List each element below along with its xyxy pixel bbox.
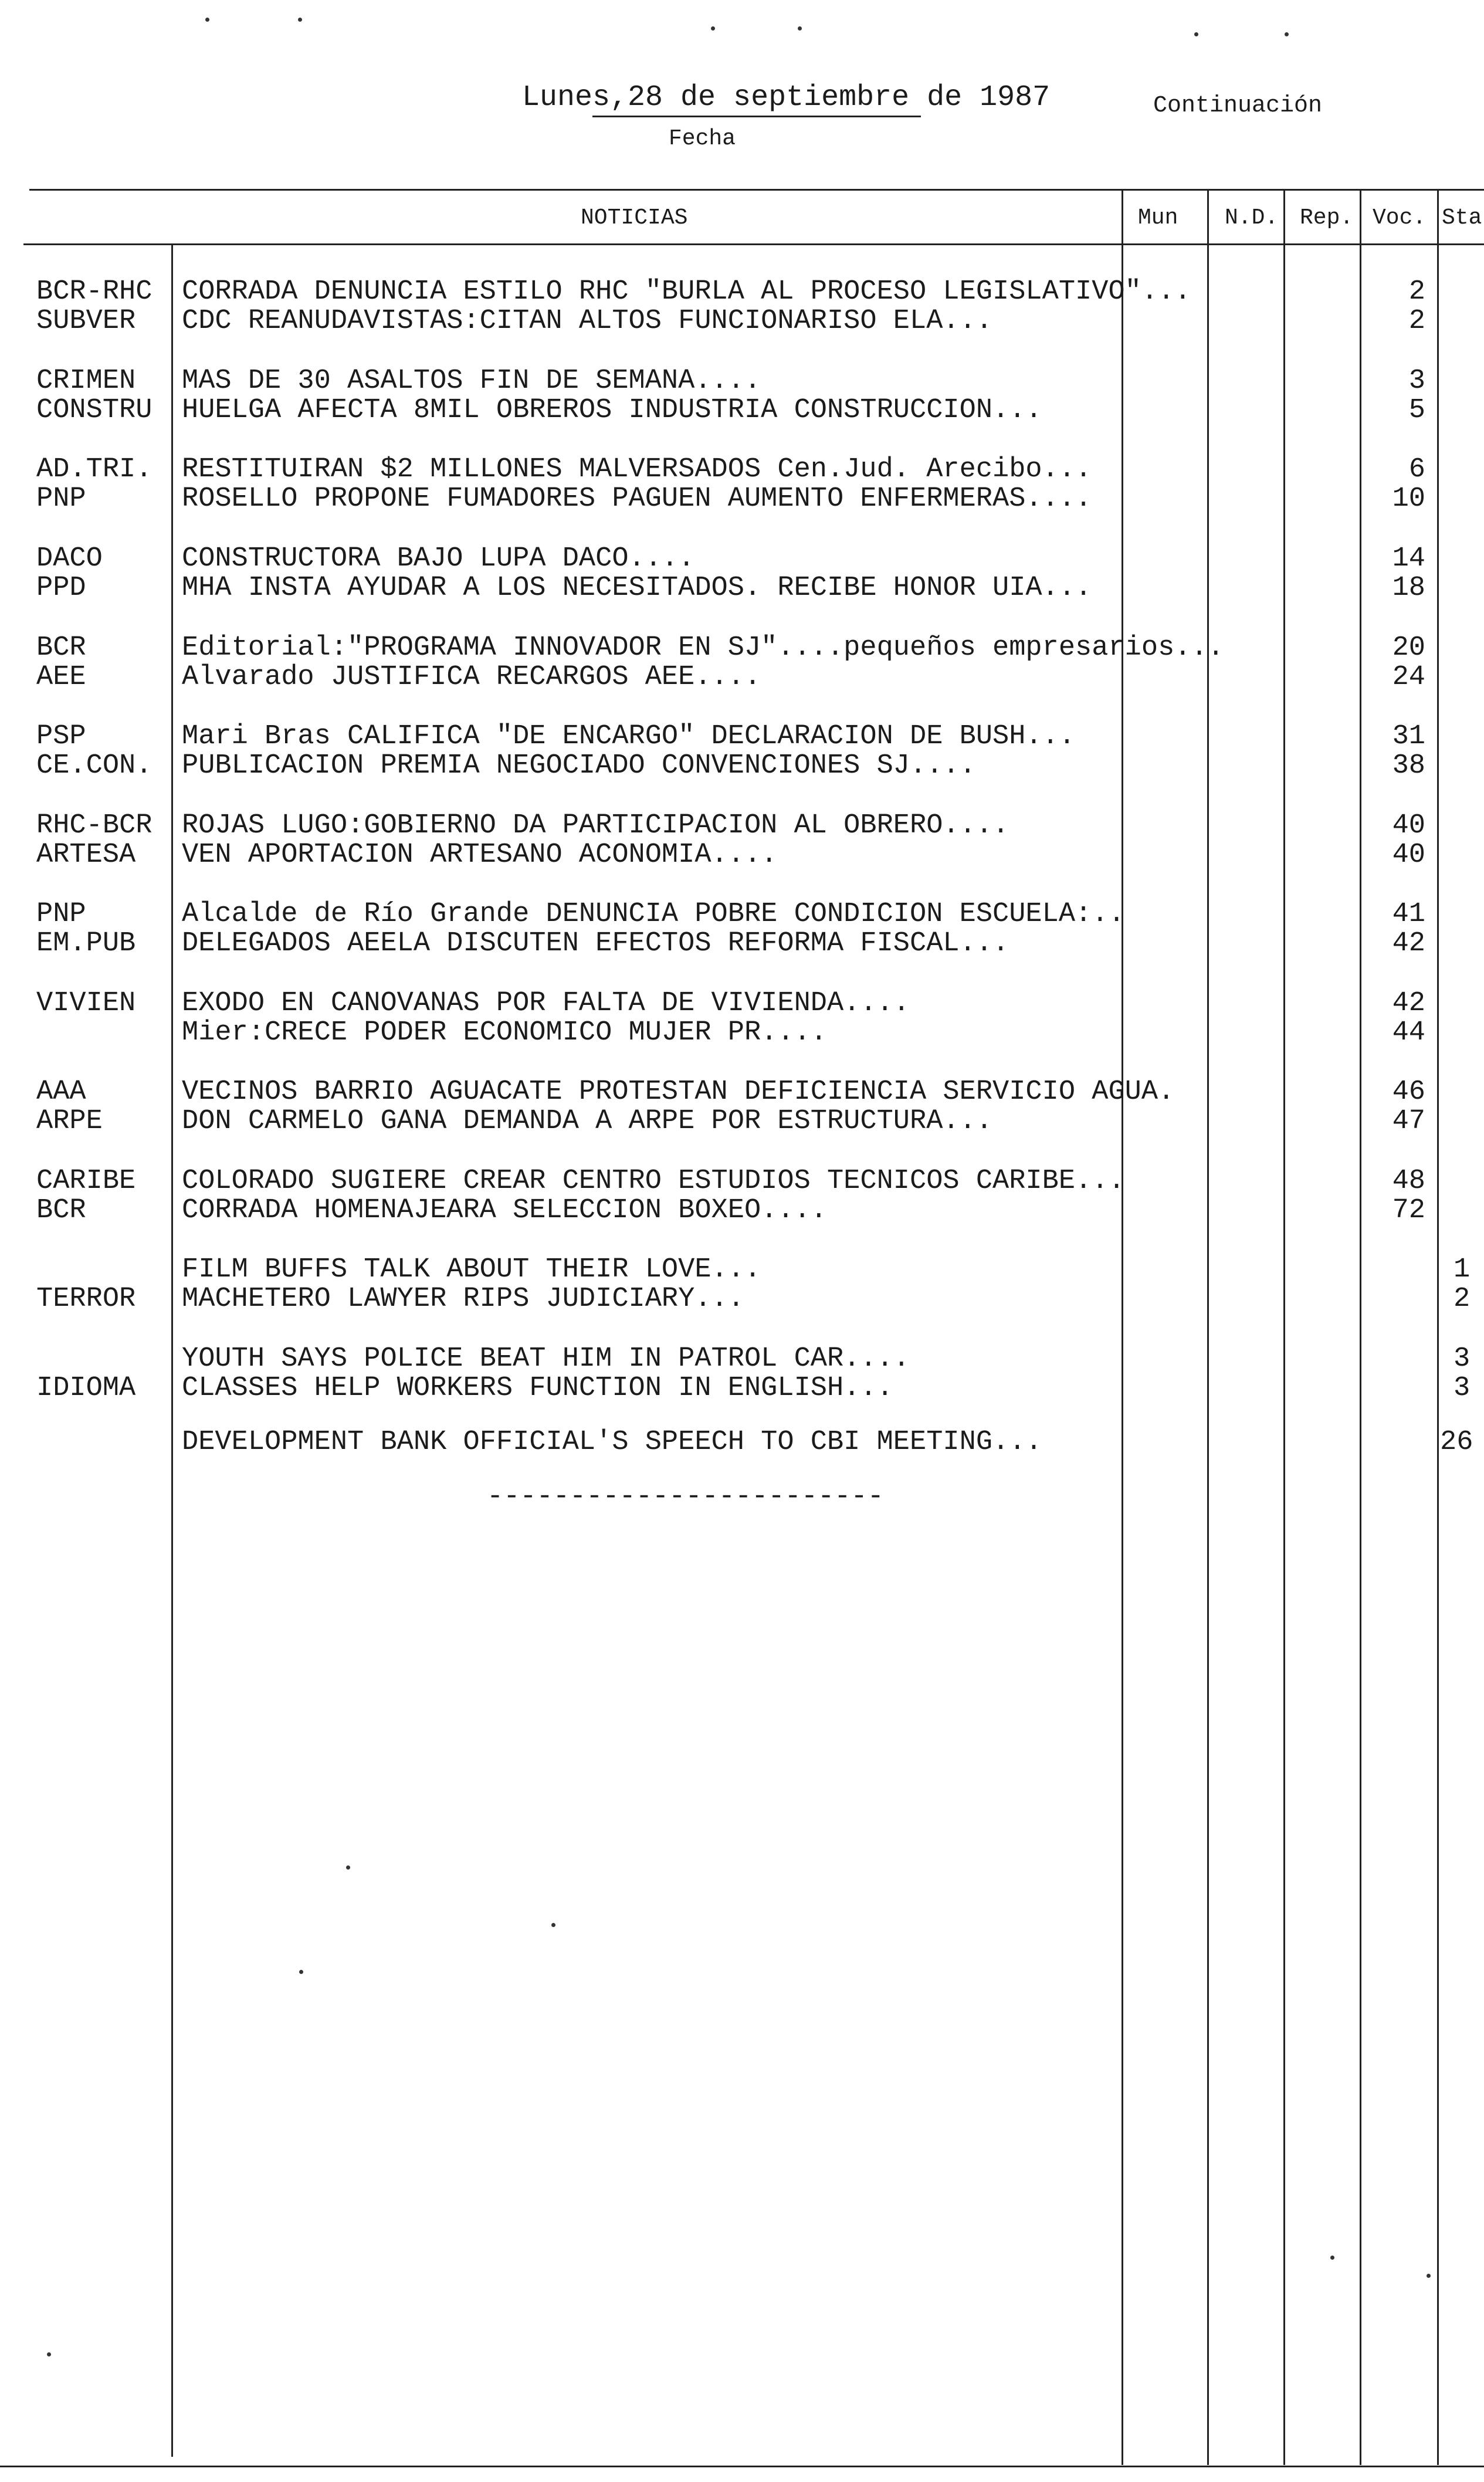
table-row [0, 1374, 1484, 1403]
end-of-list-rule: ------------------------ [487, 1481, 884, 1512]
row-voc: 31 [1392, 721, 1425, 752]
column-header-noticias: NOTICIAS [581, 205, 688, 231]
table-row [0, 663, 1484, 692]
row-headline: MAS DE 30 ASALTOS FIN DE SEMANA.... [182, 365, 761, 397]
row-code: AD.TRI. [36, 454, 153, 485]
scan-speck [711, 26, 715, 31]
column-header-mun: Mun [1138, 205, 1178, 231]
row-headline: Mier:CRECE PODER ECONOMICO MUJER PR.... [182, 1017, 827, 1048]
scan-speck [551, 1923, 555, 1927]
row-headline: CLASSES HELP WORKERS FUNCTION IN ENGLISH... [182, 1373, 893, 1404]
row-sta: 3 [1453, 1343, 1471, 1374]
row-headline: DEVELOPMENT BANK OFFICIAL'S SPEECH TO CBI MEETING... [182, 1427, 1042, 1458]
row-voc: 24 [1392, 662, 1425, 693]
row-headline: YOUTH SAYS POLICE BEAT HIM IN PATROL CAR.... [182, 1343, 910, 1374]
scan-speck [1194, 32, 1198, 36]
table-top-rule [29, 189, 1484, 191]
row-headline: DELEGADOS AEELA DISCUTEN EFECTOS REFORMA FISCAL... [182, 928, 1009, 959]
row-voc: 40 [1392, 810, 1425, 841]
scan-speck [1427, 2274, 1431, 2278]
table-row [0, 1196, 1484, 1225]
row-voc: 38 [1392, 750, 1425, 781]
row-voc: 5 [1408, 395, 1425, 426]
row-code: RHC-BCR [36, 810, 153, 841]
column-header-voc: Voc. [1373, 205, 1427, 231]
row-code: BCR [36, 1195, 86, 1226]
voc-divider [1360, 189, 1361, 2465]
row-voc: 2 [1408, 276, 1425, 307]
table-row [0, 1167, 1484, 1196]
row-sta: 2 [1453, 1284, 1471, 1315]
table-row [0, 574, 1484, 603]
column-header-rep: Rep. [1300, 205, 1354, 231]
table-row [0, 277, 1484, 307]
row-voc: 46 [1392, 1076, 1425, 1108]
table-row [0, 989, 1484, 1018]
table-row [0, 811, 1484, 841]
row-code: IDIOMA [36, 1373, 136, 1404]
row-voc: 3 [1408, 365, 1425, 397]
row-headline: PUBLICACION PREMIA NEGOCIADO CONVENCIONES SJ.... [182, 750, 976, 781]
scan-speck [1330, 2256, 1334, 2260]
row-code: ARTESA [36, 839, 136, 871]
row-sta: 26 [1440, 1427, 1473, 1458]
table-row [0, 1107, 1484, 1136]
table-row [0, 307, 1484, 336]
row-voc: 14 [1392, 543, 1425, 574]
row-code: SUBVER [36, 306, 136, 337]
fecha-label: Fecha [669, 126, 736, 151]
row-headline: CORRADA HOMENAJEARA SELECCION BOXEO.... [182, 1195, 827, 1226]
row-voc: 44 [1392, 1017, 1425, 1048]
table-row [0, 929, 1484, 959]
row-code: VIVIEN [36, 988, 136, 1019]
header-bottom-rule [23, 243, 1484, 245]
row-headline: Mari Bras CALIFICA "DE ENCARGO" DECLARACION DE BUSH... [182, 721, 1076, 752]
table-row [0, 1428, 1484, 1457]
row-code: PSP [36, 721, 86, 752]
row-headline: CORRADA DENUNCIA ESTILO RHC "BURLA AL PROCESO LEGISLATIVO"... [182, 276, 1191, 307]
scan-speck [47, 2352, 51, 2356]
row-voc: 42 [1392, 988, 1425, 1019]
scan-speck [298, 18, 302, 22]
page-bottom-rule [0, 2466, 1484, 2467]
table-row [0, 900, 1484, 929]
table-row [0, 367, 1484, 396]
row-code: CRIMEN [36, 365, 136, 397]
table-row [0, 1255, 1484, 1285]
table-row [0, 1018, 1484, 1048]
table-row [0, 841, 1484, 870]
table-row [0, 1078, 1484, 1107]
sta-divider [1437, 189, 1439, 2465]
row-headline: MHA INSTA AYUDAR A LOS NECESITADOS. RECIBE HONOR UIA... [182, 573, 1092, 604]
table-row [0, 1285, 1484, 1314]
row-voc: 6 [1408, 454, 1425, 485]
row-headline: VEN APORTACION ARTESANO ACONOMIA.... [182, 839, 778, 871]
row-voc: 10 [1392, 483, 1425, 514]
row-code: CE.CON. [36, 750, 153, 781]
row-code: PNP [36, 483, 86, 514]
scan-speck [346, 1865, 350, 1870]
row-voc: 18 [1392, 573, 1425, 604]
row-headline: Alvarado JUSTIFICA RECARGOS AEE.... [182, 662, 761, 693]
row-code: ARPE [36, 1106, 103, 1137]
row-headline: COLORADO SUGIERE CREAR CENTRO ESTUDIOS TECNICOS CARIBE... [182, 1166, 1125, 1197]
row-headline: RESTITUIRAN $2 MILLONES MALVERSADOS Cen.Jud. Arecibo... [182, 454, 1092, 485]
scan-speck [205, 18, 209, 22]
row-headline: MACHETERO LAWYER RIPS JUDICIARY... [182, 1284, 744, 1315]
row-code: CARIBE [36, 1166, 136, 1197]
row-voc: 72 [1392, 1195, 1425, 1226]
rep-divider [1283, 189, 1285, 2465]
mun-divider [1122, 189, 1123, 2465]
table-row [0, 544, 1484, 574]
row-headline: VECINOS BARRIO AGUACATE PROTESTAN DEFICIENCIA SERVICIO AGUA. [182, 1076, 1175, 1108]
table-row [0, 396, 1484, 425]
row-code: BCR-RHC [36, 276, 153, 307]
table-row [0, 722, 1484, 751]
row-voc: 40 [1392, 839, 1425, 871]
row-code: AAA [36, 1076, 86, 1108]
column-header-nd: N.D. [1225, 205, 1279, 231]
row-headline: CONSTRUCTORA BAJO LUPA DACO.... [182, 543, 695, 574]
row-code: AEE [36, 662, 86, 693]
row-headline: ROSELLO PROPONE FUMADORES PAGUEN AUMENTO ENFERMERAS.... [182, 483, 1092, 514]
column-header-sta: Sta [1442, 205, 1482, 231]
continuation-label: Continuación [1153, 93, 1323, 119]
row-voc: 2 [1408, 306, 1425, 337]
row-headline: CDC REANUDAVISTAS:CITAN ALTOS FUNCIONARISO ELA... [182, 306, 993, 337]
row-code: PNP [36, 899, 86, 930]
row-sta: 3 [1453, 1373, 1471, 1404]
table-row [0, 751, 1484, 781]
row-code: EM.PUB [36, 928, 136, 959]
nd-divider [1207, 189, 1209, 2465]
date-underline [592, 116, 921, 117]
row-code: BCR [36, 632, 86, 663]
row-headline: DON CARMELO GANA DEMANDA A ARPE POR ESTRUCTURA... [182, 1106, 993, 1137]
row-headline: EXODO EN CANOVANAS POR FALTA DE VIVIENDA.... [182, 988, 910, 1019]
row-code: PPD [36, 573, 86, 604]
scan-speck [798, 26, 802, 31]
row-code: CONSTRU [36, 395, 153, 426]
row-voc: 20 [1392, 632, 1425, 663]
row-headline: HUELGA AFECTA 8MIL OBREROS INDUSTRIA CONSTRUCCION... [182, 395, 1042, 426]
row-voc: 42 [1392, 928, 1425, 959]
table-row [0, 485, 1484, 514]
row-voc: 41 [1392, 899, 1425, 930]
row-headline: FILM BUFFS TALK ABOUT THEIR LOVE... [182, 1254, 761, 1285]
row-headline: ROJAS LUGO:GOBIERNO DA PARTICIPACION AL OBRERO.... [182, 810, 1009, 841]
row-headline: Editorial:"PROGRAMA INNOVADOR EN SJ"....pequeños empresarios... [182, 632, 1224, 663]
row-headline: Alcalde de Río Grande DENUNCIA POBRE CONDICION ESCUELA:.. [182, 899, 1125, 930]
page-date: Lunes,28 de septiembre de 1987 [522, 81, 1051, 114]
table-row [0, 455, 1484, 485]
table-row [0, 634, 1484, 663]
row-code: TERROR [36, 1284, 136, 1315]
table-row [0, 1345, 1484, 1374]
row-sta: 1 [1453, 1254, 1471, 1285]
row-code: DACO [36, 543, 103, 574]
scan-speck [1285, 32, 1289, 36]
row-voc: 47 [1392, 1106, 1425, 1137]
scan-speck [299, 1970, 303, 1974]
row-voc: 48 [1392, 1166, 1425, 1197]
